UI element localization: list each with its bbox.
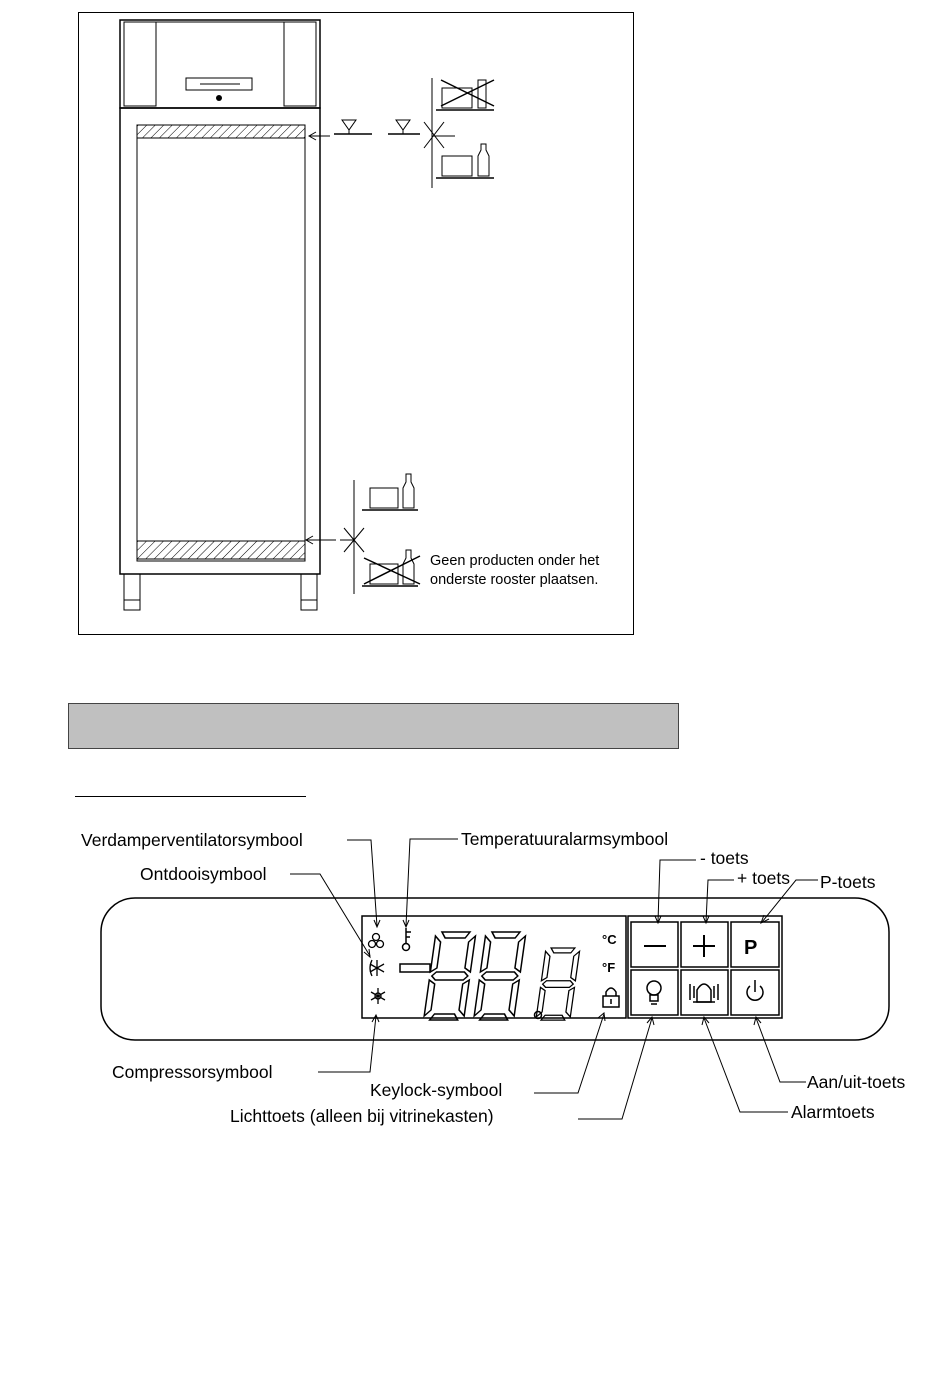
defrost-icon: [370, 960, 384, 976]
unit-fahrenheit: °F: [602, 960, 616, 975]
label-defrost: Ontdooisymbool: [140, 864, 267, 884]
p-button-label: P: [744, 937, 758, 959]
label-keylock: Keylock-symbool: [370, 1080, 503, 1100]
label-evaporator-fan: Verdamperventilatorsymbool: [81, 830, 303, 850]
bottom-shelf-detail: [306, 474, 420, 594]
digit-2: [474, 932, 526, 1020]
section-header-bar: [68, 703, 679, 749]
fridge-note-line1: Geen producten onder het: [430, 553, 600, 569]
digit-3: [536, 948, 580, 1020]
fridge-note: [430, 552, 599, 590]
label-light-key: Lichttoets (alleen bij vitrinekasten): [230, 1106, 494, 1126]
digit-1: [424, 932, 476, 1020]
thermometer-icon: [403, 928, 412, 951]
lightbulb-icon: [647, 981, 661, 1004]
snowflake-icon: [371, 988, 385, 1004]
minus-button[interactable]: [631, 922, 678, 967]
fan-icon: [369, 934, 384, 948]
label-onoff-key: Aan/uit-toets: [807, 1072, 906, 1092]
subheading-underline: [75, 796, 306, 797]
label-minus-key: - toets: [700, 848, 749, 868]
label-p-key: P-toets: [820, 872, 876, 892]
seven-segment-display: [400, 932, 580, 1020]
power-button[interactable]: [731, 970, 779, 1015]
bell-icon: [690, 984, 718, 1002]
plus-button[interactable]: [681, 922, 728, 967]
unit-celsius: °C: [602, 932, 617, 947]
lock-icon: [603, 988, 619, 1007]
power-icon: [747, 980, 763, 1000]
label-temp-alarm: Temperatuuralarmsymbool: [461, 829, 669, 849]
label-plus-key: + toets: [737, 868, 791, 888]
alarm-button[interactable]: [681, 970, 728, 1015]
fridge-cabinet: [120, 108, 320, 610]
fridge-diagram: [0, 0, 950, 640]
p-button[interactable]: [731, 922, 779, 967]
label-alarm-key: Alarmtoets: [791, 1102, 875, 1122]
bottom-shelf-hatch: [137, 541, 305, 559]
minus-segment: [400, 964, 430, 972]
light-button[interactable]: [631, 970, 678, 1015]
top-shelf-hatch: [137, 125, 305, 138]
fridge-note-line2: onderste rooster plaatsen.: [430, 572, 599, 588]
top-shelf-detail: [309, 78, 494, 188]
label-compressor: Compressorsymbool: [112, 1062, 273, 1082]
fridge-top-unit: [120, 20, 320, 108]
